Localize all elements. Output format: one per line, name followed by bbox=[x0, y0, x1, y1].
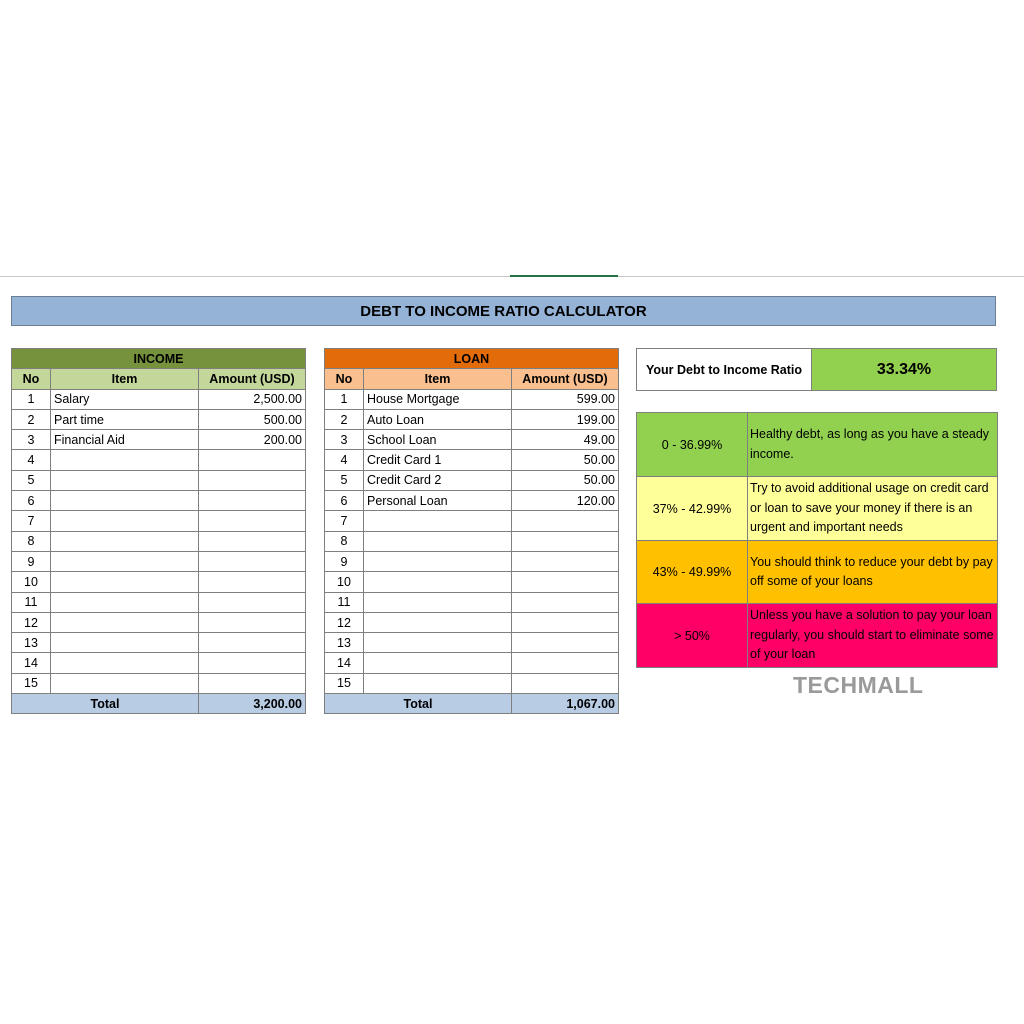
income-cell-item[interactable]: Salary bbox=[51, 389, 199, 409]
loan-total-label: Total bbox=[325, 694, 512, 714]
legend-description: Try to avoid additional usage on credit card or loan to save your money if there is an urgent and important needs bbox=[748, 477, 998, 541]
loan-row bbox=[325, 551, 619, 571]
income-col-item: Item bbox=[51, 369, 199, 389]
loan-cell-item[interactable] bbox=[364, 511, 512, 531]
income-cell-no[interactable]: 3 bbox=[12, 430, 51, 450]
loan-table bbox=[324, 348, 619, 714]
income-col-amount: Amount (USD) bbox=[199, 369, 306, 389]
loan-total-row bbox=[325, 694, 619, 714]
income-row bbox=[12, 592, 306, 612]
income-cell-item[interactable] bbox=[51, 491, 199, 511]
loan-row bbox=[325, 409, 619, 429]
loan-cell-no[interactable]: 2 bbox=[325, 409, 364, 429]
loan-row bbox=[325, 653, 619, 673]
income-cell-no[interactable]: 11 bbox=[12, 592, 51, 612]
ratio-legend bbox=[636, 412, 998, 668]
legend-row bbox=[637, 541, 998, 604]
income-row bbox=[12, 551, 306, 571]
ratio-value[interactable]: 33.34% bbox=[812, 349, 996, 390]
income-cell-amount[interactable] bbox=[199, 450, 306, 470]
income-cell-item[interactable] bbox=[51, 592, 199, 612]
income-row bbox=[12, 653, 306, 673]
income-cell-item[interactable] bbox=[51, 633, 199, 653]
legend-row bbox=[637, 477, 998, 541]
legend-row bbox=[637, 413, 998, 477]
income-column-headers bbox=[12, 369, 306, 389]
income-cell-amount[interactable] bbox=[199, 653, 306, 673]
income-cell-amount[interactable] bbox=[199, 612, 306, 632]
ratio-label: Your Debt to Income Ratio bbox=[637, 349, 812, 390]
income-cell-amount[interactable] bbox=[199, 673, 306, 693]
loan-cell-amount[interactable]: 199.00 bbox=[512, 409, 619, 429]
loan-cell-item[interactable]: House Mortgage bbox=[364, 389, 512, 409]
legend-description: Unless you have a solution to pay your loan regularly, you should start to eliminate some of your loan bbox=[748, 604, 998, 668]
income-cell-item[interactable] bbox=[51, 572, 199, 592]
income-cell-no[interactable]: 8 bbox=[12, 531, 51, 551]
loan-cell-item[interactable] bbox=[364, 653, 512, 673]
income-header: INCOME bbox=[12, 349, 306, 369]
loan-total-value[interactable]: 1,067.00 bbox=[512, 694, 619, 714]
income-cell-item[interactable] bbox=[51, 470, 199, 490]
loan-cell-no[interactable]: 9 bbox=[325, 551, 364, 571]
loan-row bbox=[325, 491, 619, 511]
loan-row bbox=[325, 430, 619, 450]
loan-cell-amount[interactable] bbox=[512, 653, 619, 673]
loan-cell-item[interactable] bbox=[364, 592, 512, 612]
loan-cell-item[interactable] bbox=[364, 551, 512, 571]
calculator-title: DEBT TO INCOME RATIO CALCULATOR bbox=[11, 296, 996, 326]
income-header-row bbox=[12, 349, 306, 369]
income-row bbox=[12, 673, 306, 693]
loan-row bbox=[325, 633, 619, 653]
loan-row bbox=[325, 470, 619, 490]
loan-row bbox=[325, 673, 619, 693]
income-row bbox=[12, 491, 306, 511]
loan-cell-item[interactable] bbox=[364, 572, 512, 592]
loan-cell-no[interactable]: 8 bbox=[325, 531, 364, 551]
legend-range: 43% - 49.99% bbox=[637, 541, 748, 604]
loan-cell-amount[interactable]: 50.00 bbox=[512, 450, 619, 470]
loan-cell-no[interactable]: 12 bbox=[325, 612, 364, 632]
income-cell-amount[interactable]: 200.00 bbox=[199, 430, 306, 450]
loan-row bbox=[325, 592, 619, 612]
income-row bbox=[12, 389, 306, 409]
loan-cell-amount[interactable] bbox=[512, 612, 619, 632]
loan-cell-no[interactable]: 6 bbox=[325, 491, 364, 511]
loan-cell-amount[interactable] bbox=[512, 551, 619, 571]
income-cell-amount[interactable]: 500.00 bbox=[199, 409, 306, 429]
loan-cell-no[interactable]: 1 bbox=[325, 389, 364, 409]
income-row bbox=[12, 531, 306, 551]
income-cell-item[interactable] bbox=[51, 673, 199, 693]
income-total-label: Total bbox=[12, 694, 199, 714]
legend-range: > 50% bbox=[637, 604, 748, 668]
income-row bbox=[12, 430, 306, 450]
income-cell-amount[interactable] bbox=[199, 491, 306, 511]
loan-cell-item[interactable]: Credit Card 1 bbox=[364, 450, 512, 470]
loan-cell-item[interactable] bbox=[364, 633, 512, 653]
loan-cell-no[interactable]: 13 bbox=[325, 633, 364, 653]
loan-cell-amount[interactable]: 50.00 bbox=[512, 470, 619, 490]
income-cell-no[interactable]: 13 bbox=[12, 633, 51, 653]
income-cell-item[interactable]: Financial Aid bbox=[51, 430, 199, 450]
loan-header-row bbox=[325, 349, 619, 369]
income-cell-no[interactable]: 12 bbox=[12, 612, 51, 632]
loan-cell-amount[interactable] bbox=[512, 531, 619, 551]
income-cell-no[interactable]: 14 bbox=[12, 653, 51, 673]
legend-description: You should think to reduce your debt by pay off some of your loans bbox=[748, 541, 998, 604]
income-table bbox=[11, 348, 306, 714]
loan-cell-item[interactable]: Personal Loan bbox=[364, 491, 512, 511]
income-cell-no[interactable]: 2 bbox=[12, 409, 51, 429]
loan-cell-item[interactable] bbox=[364, 531, 512, 551]
loan-cell-no[interactable]: 4 bbox=[325, 450, 364, 470]
loan-cell-amount[interactable]: 49.00 bbox=[512, 430, 619, 450]
loan-cell-amount[interactable] bbox=[512, 592, 619, 612]
loan-col-amount: Amount (USD) bbox=[512, 369, 619, 389]
income-cell-item[interactable] bbox=[51, 511, 199, 531]
income-cell-amount[interactable] bbox=[199, 470, 306, 490]
income-cell-no[interactable]: 7 bbox=[12, 511, 51, 531]
income-cell-item[interactable]: Part time bbox=[51, 409, 199, 429]
income-cell-item[interactable] bbox=[51, 531, 199, 551]
loan-cell-amount[interactable] bbox=[512, 633, 619, 653]
income-cell-no[interactable]: 5 bbox=[12, 470, 51, 490]
loan-column-headers bbox=[325, 369, 619, 389]
income-total-row bbox=[12, 694, 306, 714]
income-row bbox=[12, 612, 306, 632]
brand-watermark: TECHMALL bbox=[793, 672, 924, 698]
legend-range: 0 - 36.99% bbox=[637, 413, 748, 477]
income-cell-no[interactable]: 6 bbox=[12, 491, 51, 511]
loan-cell-no[interactable]: 5 bbox=[325, 470, 364, 490]
income-cell-no[interactable]: 4 bbox=[12, 450, 51, 470]
legend-range: 37% - 42.99% bbox=[637, 477, 748, 541]
income-row bbox=[12, 450, 306, 470]
income-row bbox=[12, 633, 306, 653]
loan-cell-no[interactable]: 7 bbox=[325, 511, 364, 531]
loan-row bbox=[325, 531, 619, 551]
income-col-no: No bbox=[12, 369, 51, 389]
income-cell-amount[interactable] bbox=[199, 572, 306, 592]
income-cell-item[interactable] bbox=[51, 612, 199, 632]
income-row bbox=[12, 470, 306, 490]
income-cell-amount[interactable] bbox=[199, 531, 306, 551]
loan-row bbox=[325, 572, 619, 592]
legend-row bbox=[637, 604, 998, 668]
income-cell-item[interactable] bbox=[51, 551, 199, 571]
income-row bbox=[12, 409, 306, 429]
loan-col-item: Item bbox=[364, 369, 512, 389]
loan-cell-no[interactable]: 15 bbox=[325, 673, 364, 693]
ratio-result bbox=[636, 348, 997, 391]
loan-row bbox=[325, 450, 619, 470]
loan-cell-item[interactable]: School Loan bbox=[364, 430, 512, 450]
loan-header: LOAN bbox=[325, 349, 619, 369]
income-cell-item[interactable] bbox=[51, 450, 199, 470]
loan-cell-amount[interactable] bbox=[512, 572, 619, 592]
income-cell-no[interactable]: 9 bbox=[12, 551, 51, 571]
income-cell-amount[interactable] bbox=[199, 551, 306, 571]
loan-cell-no[interactable]: 14 bbox=[325, 653, 364, 673]
income-total-value[interactable]: 3,200.00 bbox=[199, 694, 306, 714]
income-cell-item[interactable] bbox=[51, 653, 199, 673]
selected-column-marker bbox=[510, 275, 618, 277]
income-cell-amount[interactable] bbox=[199, 633, 306, 653]
loan-row bbox=[325, 389, 619, 409]
income-row bbox=[12, 572, 306, 592]
loan-cell-no[interactable]: 11 bbox=[325, 592, 364, 612]
loan-cell-item[interactable] bbox=[364, 673, 512, 693]
loan-cell-amount[interactable]: 120.00 bbox=[512, 491, 619, 511]
loan-cell-item[interactable]: Auto Loan bbox=[364, 409, 512, 429]
legend-description: Healthy debt, as long as you have a steady income. bbox=[748, 413, 998, 477]
loan-cell-item[interactable] bbox=[364, 612, 512, 632]
loan-cell-no[interactable]: 3 bbox=[325, 430, 364, 450]
income-cell-amount[interactable] bbox=[199, 592, 306, 612]
loan-cell-no[interactable]: 10 bbox=[325, 572, 364, 592]
loan-cell-amount[interactable] bbox=[512, 511, 619, 531]
income-cell-no[interactable]: 10 bbox=[12, 572, 51, 592]
income-cell-amount[interactable]: 2,500.00 bbox=[199, 389, 306, 409]
loan-col-no: No bbox=[325, 369, 364, 389]
loan-cell-amount[interactable]: 599.00 bbox=[512, 389, 619, 409]
loan-row bbox=[325, 511, 619, 531]
income-cell-amount[interactable] bbox=[199, 511, 306, 531]
loan-cell-item[interactable]: Credit Card 2 bbox=[364, 470, 512, 490]
loan-row bbox=[325, 612, 619, 632]
income-row bbox=[12, 511, 306, 531]
income-cell-no[interactable]: 15 bbox=[12, 673, 51, 693]
loan-cell-amount[interactable] bbox=[512, 673, 619, 693]
income-cell-no[interactable]: 1 bbox=[12, 389, 51, 409]
